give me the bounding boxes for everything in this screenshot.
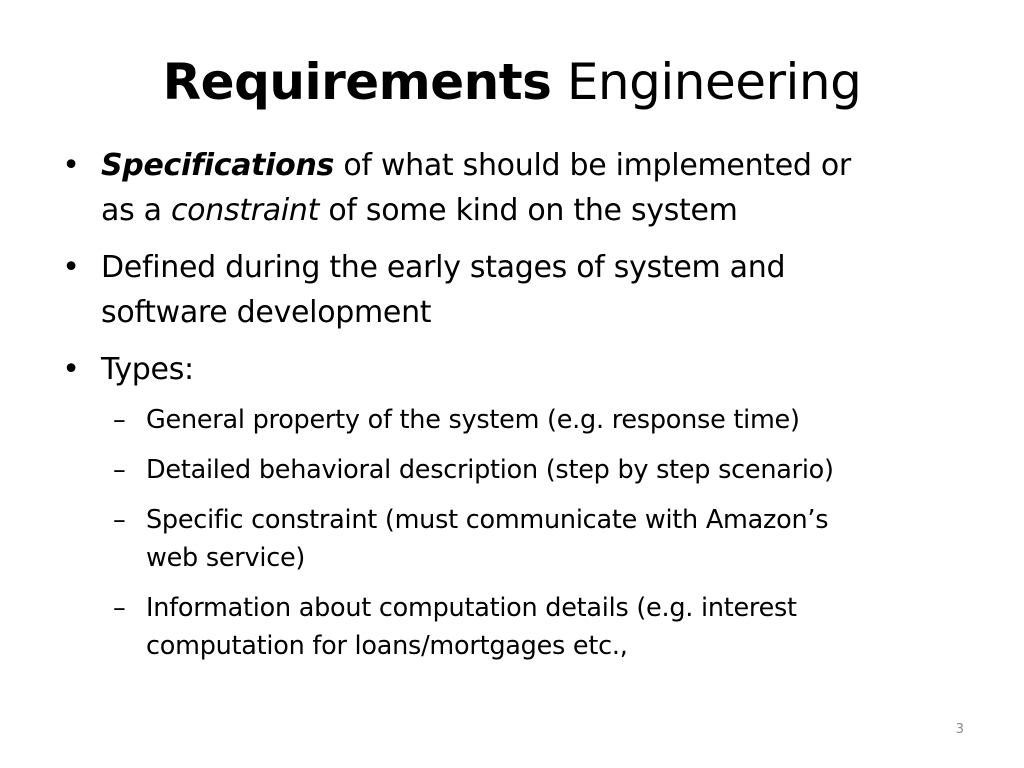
title-bold-part: Requirements — [162, 53, 552, 111]
sub-bullet-marker: – — [113, 405, 126, 435]
title-normal-part: Engineering — [566, 53, 862, 111]
sub-bullet-marker: – — [113, 455, 126, 485]
bullet-line: Defined during the early stages of system and — [101, 250, 786, 285]
bullet-item — [62, 347, 981, 392]
bullet-item — [62, 245, 981, 335]
emphasis-text: constraint — [170, 193, 320, 228]
sub-bullet-marker: – — [113, 505, 126, 535]
bullet-text: of what should be implemented or — [334, 148, 851, 183]
slide-title — [0, 46, 1024, 118]
bullet-line — [101, 188, 981, 233]
bullet-item — [62, 143, 981, 233]
sub-bullet-item — [113, 401, 976, 439]
sub-bullet-line: Detailed behavioral description (step by step scenario) — [146, 455, 834, 485]
sub-bullet-marker: – — [113, 593, 126, 623]
bullet-line: software development — [101, 295, 432, 330]
bullet-marker: • — [62, 250, 80, 285]
sub-bullet-line: web service) — [146, 543, 306, 573]
bullet-line — [101, 143, 981, 188]
sub-bullet-item — [113, 589, 976, 665]
sub-bullet-item — [113, 501, 976, 577]
emphasis-text: Specifications — [101, 148, 335, 183]
bullet-marker: • — [62, 148, 80, 183]
bullet-line: Types: — [101, 352, 194, 387]
bullet-text: of some kind on the system — [319, 193, 738, 228]
bullet-text: as a — [101, 193, 171, 228]
page-number: 3 — [955, 722, 964, 737]
sub-bullet-line: General property of the system (e.g. response time) — [146, 405, 800, 435]
bullet-marker: • — [62, 352, 80, 387]
sub-bullet-item — [113, 451, 976, 489]
sub-bullet-line: Specific constraint (must communicate with Amazon’s — [146, 505, 829, 535]
sub-bullet-line: Information about computation details (e.g. interest — [146, 593, 797, 623]
sub-bullet-line: computation for loans/mortgages etc., — [146, 631, 628, 661]
